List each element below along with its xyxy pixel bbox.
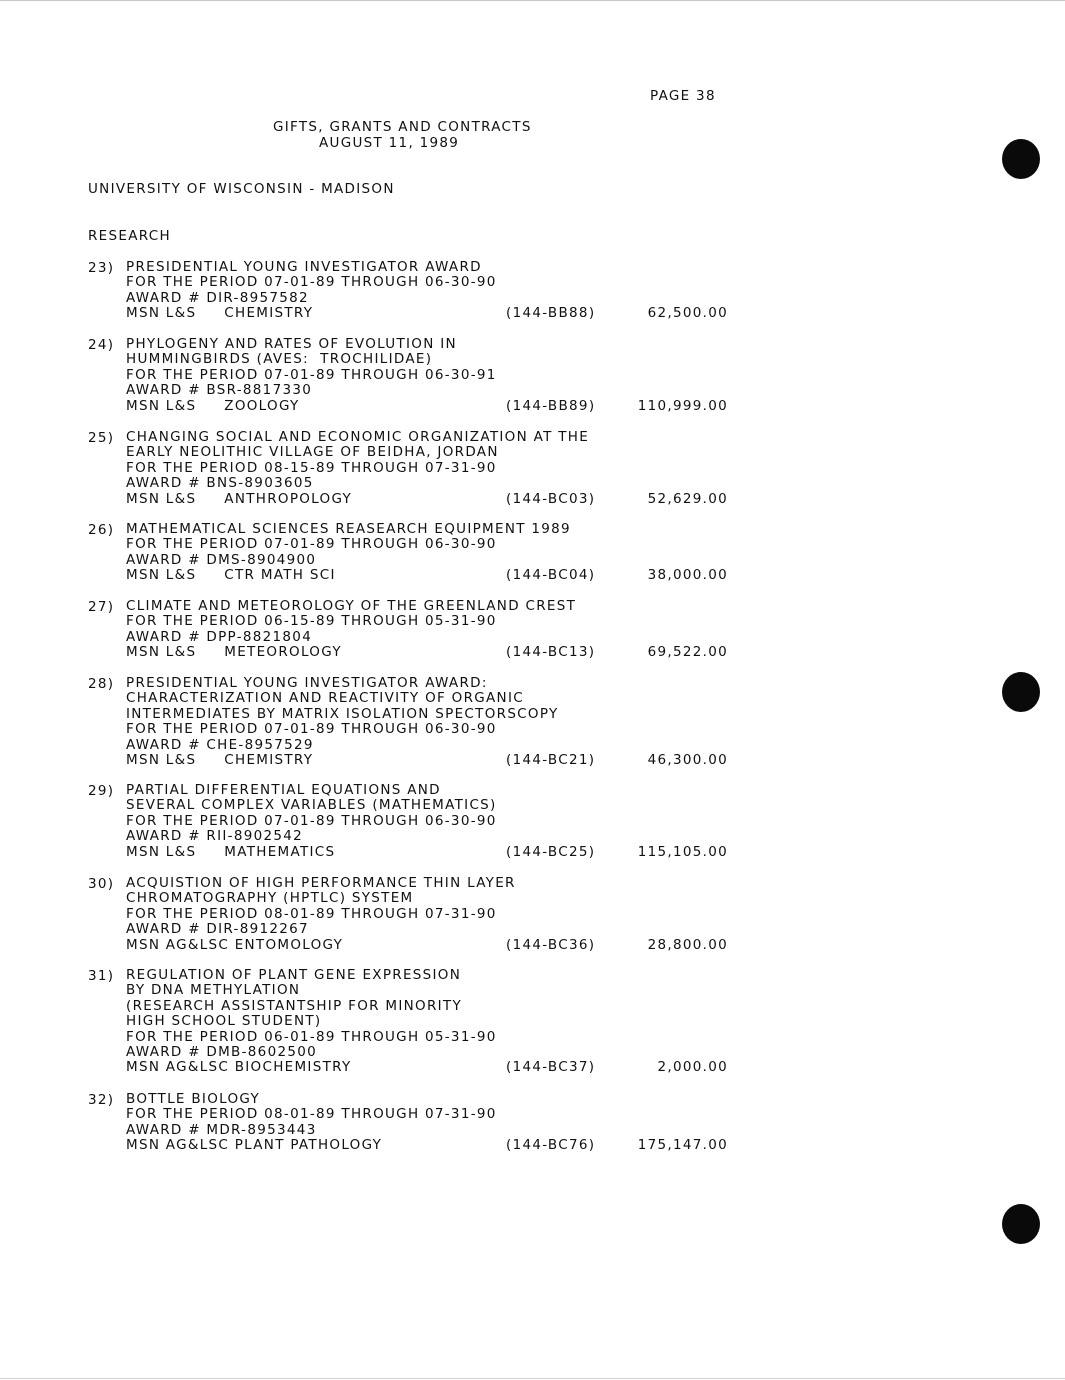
section-heading: RESEARCH bbox=[88, 228, 171, 244]
entry-line: MSN L&S ANTHROPOLOGY bbox=[126, 490, 353, 507]
award-amount: 175,147.00 bbox=[637, 1137, 728, 1154]
award-amount: 52,629.00 bbox=[647, 490, 728, 507]
award-amount: 110,999.00 bbox=[637, 397, 728, 414]
entry-number: 23) bbox=[88, 260, 115, 276]
entry-line: CHANGING SOCIAL AND ECONOMIC ORGANIZATION AT THE bbox=[126, 429, 590, 445]
entry-line: AWARD # MDR-8953443 bbox=[126, 1121, 317, 1138]
entry-number: 26) bbox=[88, 522, 115, 538]
grant-entry bbox=[88, 599, 728, 661]
entry-description bbox=[126, 337, 497, 414]
award-amount: 28,800.00 bbox=[647, 936, 728, 953]
entry-number: 27) bbox=[88, 599, 115, 615]
account-code: (144-BC37) bbox=[506, 1059, 596, 1076]
entry-line: PARTIAL DIFFERENTIAL EQUATIONS AND bbox=[126, 782, 441, 798]
entry-number: 24) bbox=[88, 337, 115, 353]
entry-line: ACQUISTION OF HIGH PERFORMANCE THIN LAYER bbox=[126, 875, 516, 891]
account-code: (144-BC21) bbox=[506, 752, 596, 768]
entry-number: 25) bbox=[88, 430, 115, 446]
account-code: (144-BC04) bbox=[506, 567, 596, 584]
document-date: AUGUST 11, 1989 bbox=[319, 135, 460, 151]
entry-description bbox=[126, 876, 516, 953]
entry-line: PRESIDENTIAL YOUNG INVESTIGATOR AWARD bbox=[126, 259, 482, 275]
entry-line: FOR THE PERIOD 08-01-89 THROUGH 07-31-90 bbox=[126, 905, 497, 922]
account-code: (144-BC13) bbox=[506, 644, 596, 661]
institution-name: UNIVERSITY OF WISCONSIN - MADISON bbox=[88, 181, 395, 197]
grant-entry bbox=[88, 522, 728, 584]
grant-entry bbox=[88, 876, 728, 953]
entry-description bbox=[126, 968, 497, 1076]
grant-entry bbox=[88, 1092, 728, 1154]
grant-entry bbox=[88, 968, 728, 1076]
account-code: (144-BC36) bbox=[506, 936, 596, 953]
entry-line: MSN L&S ZOOLOGY bbox=[126, 397, 300, 414]
entry-line: FOR THE PERIOD 08-01-89 THROUGH 07-31-90 bbox=[126, 1106, 497, 1123]
entry-line: AWARD # DMS-8904900 bbox=[126, 551, 317, 568]
entry-line: FOR THE PERIOD 07-01-89 THROUGH 06-30-90 bbox=[126, 812, 497, 829]
entry-line: FOR THE PERIOD 06-15-89 THROUGH 05-31-90 bbox=[126, 613, 497, 630]
punch-hole-bottom bbox=[1002, 1204, 1040, 1244]
account-code: (144-BC76) bbox=[506, 1137, 596, 1154]
entry-line: MSN L&S METEOROLOGY bbox=[126, 644, 342, 661]
entry-line: CHARACTERIZATION AND REACTIVITY OF ORGANIC bbox=[126, 690, 524, 707]
account-code: (144-BB88) bbox=[506, 305, 596, 322]
entry-line: MSN L&S MATHEMATICS bbox=[126, 843, 336, 860]
entry-line: BY DNA METHYLATION bbox=[126, 982, 301, 999]
award-amount: 38,000.00 bbox=[647, 567, 728, 584]
entry-line: FOR THE PERIOD 07-01-89 THROUGH 06-30-90 bbox=[126, 721, 497, 738]
entry-line: SEVERAL COMPLEX VARIABLES (MATHEMATICS) bbox=[126, 797, 497, 814]
award-amount: 115,105.00 bbox=[637, 843, 728, 860]
award-amount: 69,522.00 bbox=[647, 644, 728, 661]
entry-line: FOR THE PERIOD 07-01-89 THROUGH 06-30-90 bbox=[126, 274, 497, 291]
entry-line: CLIMATE AND METEOROLOGY OF THE GREENLAND CREST bbox=[126, 598, 577, 614]
scan-top-edge bbox=[0, 0, 1065, 1]
entry-number: 28) bbox=[88, 676, 115, 692]
award-amount: 2,000.00 bbox=[657, 1059, 728, 1076]
entry-line: EARLY NEOLITHIC VILLAGE OF BEIDHA, JORDAN bbox=[126, 444, 499, 461]
entry-line: FOR THE PERIOD 08-15-89 THROUGH 07-31-90 bbox=[126, 459, 497, 476]
entry-line: AWARD # DPP-8821804 bbox=[126, 628, 313, 645]
entry-line: FOR THE PERIOD 07-01-89 THROUGH 06-30-90 bbox=[126, 536, 497, 553]
entry-line: MSN AG&LSC BIOCHEMISTRY bbox=[126, 1059, 352, 1076]
entry-line: BOTTLE BIOLOGY bbox=[126, 1091, 261, 1107]
entry-description bbox=[126, 676, 559, 768]
entry-line: AWARD # CHE-8957529 bbox=[126, 736, 314, 753]
document-title: GIFTS, GRANTS AND CONTRACTS bbox=[273, 119, 532, 135]
entry-line: (RESEARCH ASSISTANTSHIP FOR MINORITY bbox=[126, 997, 462, 1014]
grant-entry bbox=[88, 676, 728, 768]
grant-entry bbox=[88, 430, 728, 507]
entry-line: PRESIDENTIAL YOUNG INVESTIGATOR AWARD: bbox=[126, 675, 488, 691]
scan-bottom-edge bbox=[0, 1378, 1065, 1379]
account-code: (144-BC25) bbox=[506, 843, 596, 860]
entry-line: AWARD # BSR-8817330 bbox=[126, 382, 313, 399]
grant-entry bbox=[88, 337, 728, 414]
entry-line: FOR THE PERIOD 07-01-89 THROUGH 06-30-91 bbox=[126, 366, 497, 383]
entry-line: MSN AG&LSC ENTOMOLOGY bbox=[126, 936, 344, 953]
entry-line: AWARD # DIR-8957582 bbox=[126, 289, 309, 306]
entry-line: MSN AG&LSC PLANT PATHOLOGY bbox=[126, 1137, 383, 1154]
entry-number: 30) bbox=[88, 876, 115, 892]
entry-line: REGULATION OF PLANT GENE EXPRESSION bbox=[126, 967, 462, 983]
entry-number: 31) bbox=[88, 968, 115, 984]
entry-line: FOR THE PERIOD 06-01-89 THROUGH 05-31-90 bbox=[126, 1028, 497, 1045]
entry-line: MSN L&S CHEMISTRY bbox=[126, 751, 314, 768]
entry-line: AWARD # DIR-8912267 bbox=[126, 921, 309, 938]
account-code: (144-BB89) bbox=[506, 397, 596, 414]
page-number: PAGE 38 bbox=[650, 88, 716, 104]
entry-line: MSN L&S CTR MATH SCI bbox=[126, 567, 336, 584]
punch-hole-top bbox=[1002, 139, 1040, 179]
entry-line: CHROMATOGRAPHY (HPTLC) SYSTEM bbox=[126, 890, 414, 907]
entry-line: AWARD # RII-8902542 bbox=[126, 828, 304, 845]
grant-entry bbox=[88, 260, 728, 322]
account-code: (144-BC03) bbox=[506, 490, 596, 507]
entry-line: PHYLOGENY AND RATES OF EVOLUTION IN bbox=[126, 336, 457, 352]
grant-entry bbox=[88, 783, 728, 860]
entry-line: HUMMINGBIRDS (AVES: TROCHILIDAE) bbox=[126, 351, 433, 368]
award-amount: 46,300.00 bbox=[647, 752, 728, 768]
punch-hole-middle bbox=[1002, 672, 1040, 712]
entry-line: HIGH SCHOOL STUDENT) bbox=[126, 1013, 322, 1030]
entry-line: MATHEMATICAL SCIENCES REASEARCH EQUIPMENT 1989 bbox=[126, 521, 571, 537]
entry-description bbox=[126, 260, 497, 322]
entry-line: AWARD # DMB-8602500 bbox=[126, 1043, 318, 1060]
entry-number: 29) bbox=[88, 783, 115, 799]
entry-description bbox=[126, 783, 497, 860]
entry-line: MSN L&S CHEMISTRY bbox=[126, 305, 314, 322]
entry-line: INTERMEDIATES BY MATRIX ISOLATION SPECTORSCOPY bbox=[126, 705, 559, 722]
entry-line: AWARD # BNS-8903605 bbox=[126, 475, 314, 492]
entry-description bbox=[126, 1092, 497, 1154]
entry-number: 32) bbox=[88, 1092, 115, 1108]
entry-description bbox=[126, 522, 571, 584]
award-amount: 62,500.00 bbox=[647, 305, 728, 322]
